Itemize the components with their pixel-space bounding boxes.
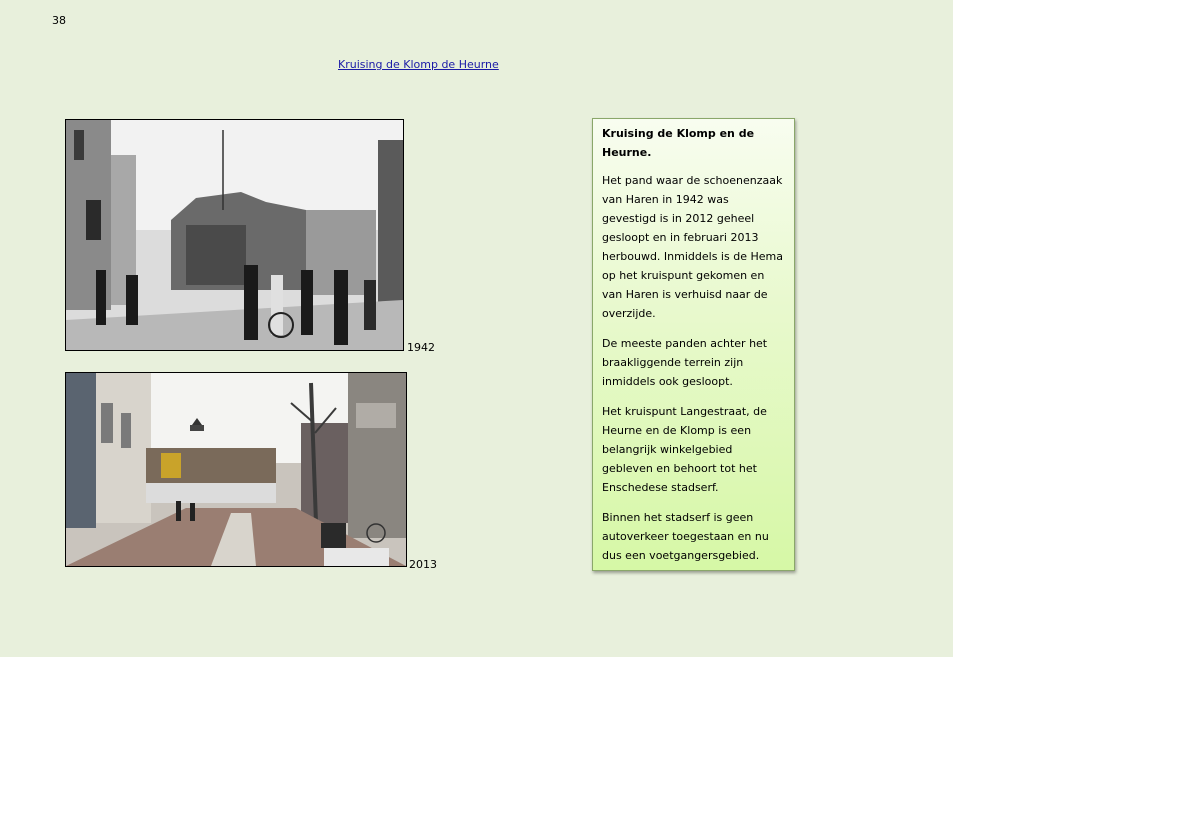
photo-caption-2013: 2013 bbox=[409, 558, 437, 571]
textbox-heading: Kruising de Klomp en de Heurne. bbox=[602, 127, 755, 159]
photo-2013 bbox=[65, 372, 407, 567]
textbox-paragraph: Het kruispunt Langestraat, de Heurne en de Klomp is een belangrijk winkelgebied gebleven en behoort tot het Enschedese stadserf. bbox=[602, 405, 767, 494]
description-textbox bbox=[592, 118, 795, 571]
photo-1942 bbox=[65, 119, 404, 351]
title-link[interactable]: Kruising de Klomp de Heurne bbox=[338, 58, 499, 71]
textbox-paragraph: Het pand waar de schoenenzaak van Haren in 1942 was gevestigd is in 2012 geheel gesloopt en in februari 2013 herbouwd. Inmiddels is de Hema op het kruispunt gekomen en van Haren is verhuisd naar de overzijde. bbox=[602, 174, 783, 320]
textbox-paragraph: De meeste panden achter het braakliggende terrein zijn inmiddels ook gesloopt. bbox=[602, 337, 768, 388]
photo-caption-1942: 1942 bbox=[407, 341, 435, 354]
page-number: 38 bbox=[52, 14, 66, 27]
textbox-paragraph: Binnen het stadserf is geen autoverkeer toegestaan en nu dus een voetgangersgebied. bbox=[602, 511, 769, 562]
